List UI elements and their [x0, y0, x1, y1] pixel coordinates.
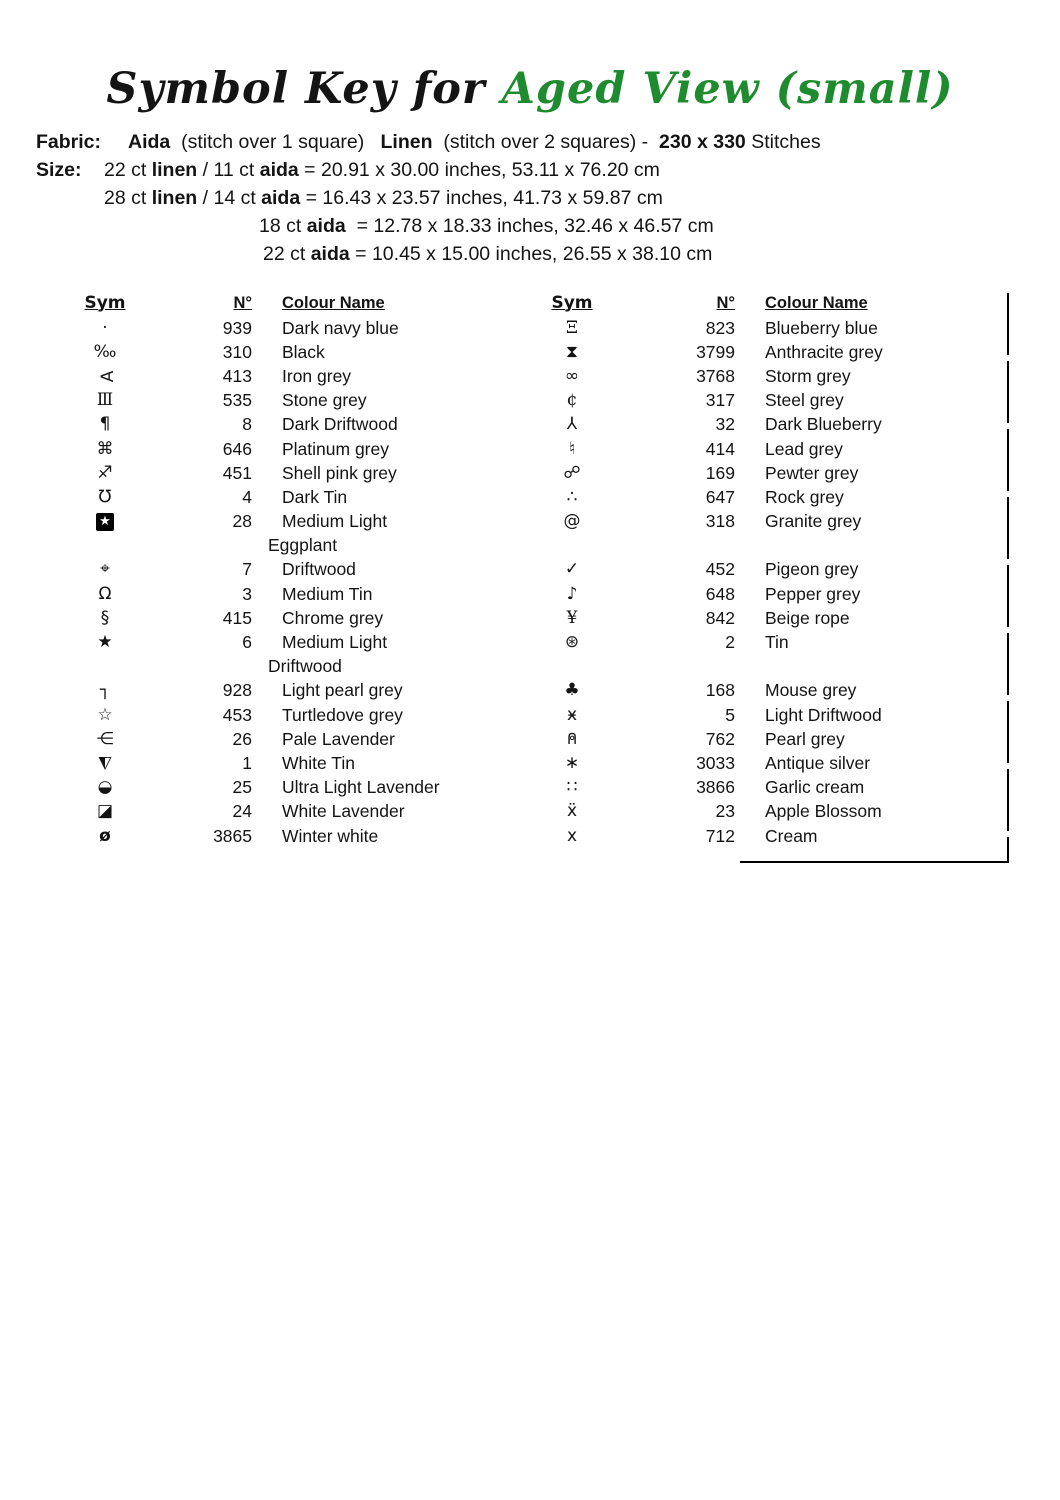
key-row: [60, 824, 492, 848]
colour-name-cell: White Lavender: [282, 801, 405, 822]
symbol-cell: [526, 365, 618, 386]
bold-text-segment: linen: [151, 159, 198, 181]
symbol-cell: [60, 392, 150, 409]
colour-name-cell: Ultra Light Lavender: [282, 777, 440, 798]
text-segment: Stitches: [745, 131, 821, 153]
number-cell: 712: [705, 825, 735, 846]
colour-name-cell: Lead grey: [765, 438, 843, 459]
number-cell: 535: [222, 390, 252, 411]
text-segment: 28 ct: [104, 187, 152, 209]
symbol-cell: [60, 728, 150, 749]
stitch-symbol: §: [100, 607, 110, 628]
key-row: [526, 316, 985, 340]
key-row: [60, 558, 492, 582]
stitch-symbol: ◭: [98, 753, 112, 774]
symbol-cell: [526, 728, 618, 749]
stitch-symbol: ẍ: [566, 801, 578, 822]
text-segment: 18 ct: [259, 215, 307, 237]
symbol-cell: [526, 682, 618, 699]
colour-name-cell: Medium Light: [282, 632, 388, 653]
key-row: [60, 582, 492, 606]
size-line: [104, 156, 714, 184]
bold-text-segment: linen: [151, 187, 198, 209]
symbol-cell: [526, 486, 618, 507]
stitch-symbol: ⊛: [564, 632, 580, 653]
number-cell: 3799: [696, 341, 735, 362]
key-row: [60, 413, 492, 437]
stitch-symbol: @: [563, 511, 581, 532]
stitch-symbol: ¢: [566, 390, 578, 411]
key-row: [60, 703, 492, 727]
key-row: [526, 364, 985, 388]
stitch-symbol: ◪: [96, 801, 114, 822]
number-cell: 318: [705, 511, 735, 532]
number-cell: 414: [705, 438, 735, 459]
key-column-left: [60, 290, 492, 848]
number-cell: 648: [705, 583, 735, 604]
colour-name-cell: Anthracite grey: [765, 341, 883, 362]
symbol-cell: [526, 583, 618, 604]
colour-name-cell: Dark navy blue: [282, 317, 399, 338]
stitch-symbol: Ξ: [566, 317, 578, 338]
bold-text-segment: aida: [261, 187, 301, 209]
symbol-cell: [60, 368, 150, 385]
colour-name-cell: Pale Lavender: [282, 728, 395, 749]
bold-text-segment: aida: [306, 215, 346, 237]
key-header-row: [526, 290, 985, 316]
number-cell: 169: [705, 462, 735, 483]
number-cell: 762: [705, 728, 735, 749]
stitch-symbol: ✓: [564, 559, 580, 580]
key-row: [60, 461, 492, 485]
number-cell: 317: [705, 390, 735, 411]
stitch-symbol: ♮: [568, 438, 576, 459]
text-segment: (stitch over 2 squares) -: [432, 131, 660, 153]
text-segment: / 14 ct: [197, 187, 262, 209]
key-row: [526, 510, 985, 534]
stitch-symbol: ♪: [566, 583, 578, 604]
key-row: [526, 558, 985, 582]
stitch-symbol: ø: [99, 825, 111, 846]
text-segment: = 16.43 x 23.57 inches, 41.73 x 59.87 cm: [300, 187, 663, 209]
colour-name-cell: Winter white: [282, 825, 379, 846]
symbol-cell: [526, 752, 618, 773]
colour-name-cell: Driftwood: [282, 559, 356, 580]
stitch-symbol: ⋲: [96, 728, 114, 749]
stitch-symbol: ☍: [563, 462, 581, 483]
colour-name-cell: Antique silver: [765, 752, 871, 773]
text-segment: = 12.78 x 18.33 inches, 32.46 x 46.57 cm: [345, 215, 714, 237]
stitch-symbol: ⧗: [566, 341, 578, 362]
table-bottom-border: [740, 861, 1008, 863]
key-row: [60, 389, 492, 413]
colour-name-cell: Shell pink grey: [282, 462, 397, 483]
number-cell: 1: [242, 752, 252, 773]
number-cell: 3: [242, 583, 252, 604]
symbol-cell: [60, 462, 150, 483]
colour-name-cell: Medium Light: [282, 511, 388, 532]
colour-name-cell: Mouse grey: [765, 680, 857, 701]
size-line: [259, 212, 714, 240]
key-row: [60, 485, 492, 509]
text-segment: = 20.91 x 30.00 inches, 53.11 x 76.20 cm: [298, 159, 660, 181]
symbol-cell: [60, 825, 150, 846]
key-row: [526, 751, 985, 775]
stitch-symbol: ⌖: [100, 559, 110, 580]
page-title-text: Symbol Key for: [106, 64, 502, 114]
symbol-cell: [60, 779, 150, 796]
symbol-cell: [526, 462, 618, 483]
text-segment: (stitch over 1 square): [170, 131, 381, 153]
symbol-cell: [526, 392, 618, 409]
stitch-symbol: ☆: [97, 704, 113, 725]
colour-name-cell: Tin: [765, 632, 789, 653]
symbol-cell: [526, 704, 618, 725]
colour-name-cell: Beige rope: [765, 607, 850, 628]
symbol-cell: [526, 825, 618, 846]
key-row: [526, 461, 985, 485]
colour-name-cell: Light pearl grey: [282, 680, 403, 701]
symbol-cell: [60, 438, 150, 459]
number-cell: 928: [222, 680, 252, 701]
key-row: [526, 703, 985, 727]
size-line: [263, 240, 714, 268]
number-cell: 646: [222, 438, 252, 459]
colour-name-cell: Eggplant: [268, 535, 338, 556]
stitch-symbol: ⅄: [566, 414, 578, 435]
key-row: [60, 679, 492, 703]
stitch-symbol: ┐: [99, 680, 111, 701]
number-cell: 310: [222, 341, 252, 362]
number-cell: 3033: [696, 752, 735, 773]
key-row: [60, 437, 492, 461]
key-row: [60, 316, 492, 340]
symbol-cell: [60, 341, 150, 362]
key-row: [526, 582, 985, 606]
stitch-symbol: ◒: [97, 777, 113, 798]
colour-name-cell: Dark Driftwood: [282, 414, 398, 435]
key-row: [526, 679, 985, 703]
key-row: [60, 606, 492, 630]
key-row: [60, 800, 492, 824]
colour-name-cell: Cream: [765, 825, 818, 846]
colour-name-cell: Garlic cream: [765, 777, 865, 798]
key-row: [60, 340, 492, 364]
text-segment: = 10.45 x 15.00 inches, 26.55 x 38.10 cm: [349, 243, 713, 265]
symbol-cell: [526, 513, 618, 530]
stitch-symbol: ¶: [99, 414, 111, 435]
number-cell: 453: [222, 704, 252, 725]
number-cell: 5: [725, 704, 735, 725]
colour-name-cell: Apple Blossom: [765, 801, 882, 822]
stitch-symbol: ∗: [564, 752, 580, 773]
table-right-border: [1007, 293, 1009, 863]
key-row: [526, 485, 985, 509]
colour-name-cell: Turtledove grey: [282, 704, 403, 725]
number-cell: 7: [242, 559, 252, 580]
colour-name-cell: Dark Blueberry: [765, 414, 882, 435]
key-row: [60, 751, 492, 775]
column-header-colour-name: Colour Name: [282, 293, 385, 312]
stitch-symbol: ¥: [566, 607, 578, 628]
fabric-info: [36, 128, 821, 156]
key-row: [526, 437, 985, 461]
symbol-cell: [60, 634, 150, 651]
key-header-row: [60, 290, 492, 316]
size-lines: [104, 156, 714, 268]
number-cell: 647: [705, 486, 735, 507]
colour-name-cell: Pepper grey: [765, 583, 861, 604]
colour-name-cell: Storm grey: [765, 365, 851, 386]
key-row: [60, 655, 492, 679]
number-cell: 32: [715, 414, 735, 435]
symbol-cell: [60, 607, 150, 628]
column-header-number: N°: [716, 293, 735, 312]
stitch-symbol: ★: [97, 632, 113, 653]
stitch-symbol: ℧: [98, 486, 112, 507]
colour-name-cell: Medium Tin: [282, 583, 373, 604]
stitch-symbol: ∴: [566, 486, 578, 507]
number-cell: 823: [705, 317, 735, 338]
key-row: [60, 534, 492, 558]
stitch-symbol: Ⅲ: [96, 390, 114, 411]
colour-name-cell: Iron grey: [282, 365, 352, 386]
colour-name-cell: Platinum grey: [282, 438, 389, 459]
colour-name-cell: Stone grey: [282, 390, 367, 411]
symbol-cell: [60, 803, 150, 820]
stitch-symbol: ⌘: [96, 438, 114, 459]
fabric-text: [104, 128, 821, 156]
key-row: [60, 510, 492, 534]
stitch-symbol: ★: [96, 513, 114, 531]
key-column-right: [526, 290, 985, 848]
number-cell: 842: [705, 607, 735, 628]
key-row: [60, 727, 492, 751]
symbol-cell: [60, 583, 150, 604]
stitch-symbol: x: [566, 825, 578, 846]
stitch-symbol: ·: [102, 317, 108, 338]
size-info: [36, 156, 714, 268]
symbol-cell: [60, 317, 150, 338]
symbol-cell: [60, 512, 150, 531]
number-cell: 26: [232, 728, 252, 749]
key-row: [526, 800, 985, 824]
column-header-sym: Sym: [551, 292, 593, 313]
stitch-symbol: Ω: [98, 583, 112, 604]
colour-name-cell: Blueberry blue: [765, 317, 878, 338]
stitch-symbol: ∀: [95, 370, 116, 383]
number-cell: 939: [222, 317, 252, 338]
symbol-cell: [526, 561, 618, 578]
key-row: [526, 389, 985, 413]
key-row: [526, 413, 985, 437]
key-row: [526, 630, 985, 654]
bold-text-segment: Linen: [380, 131, 433, 153]
number-cell: 4: [242, 486, 252, 507]
key-row: [60, 630, 492, 654]
number-cell: 3865: [213, 825, 252, 846]
key-spacer-row: [526, 534, 985, 558]
key-row: [526, 606, 985, 630]
symbol-cell: [526, 341, 618, 362]
key-row: [526, 340, 985, 364]
symbol-cell: [526, 779, 618, 796]
colour-name-cell: Light Driftwood: [765, 704, 882, 725]
bold-text-segment: Aida: [128, 131, 171, 153]
bold-text-segment: aida: [259, 159, 299, 181]
size-label: Size:: [36, 159, 82, 181]
symbol-cell: [526, 803, 618, 820]
number-cell: 6: [242, 632, 252, 653]
symbol-key-table: [0, 290, 1060, 890]
page-title-accent: Aged View (small): [501, 64, 954, 114]
number-cell: 8: [242, 414, 252, 435]
key-spacer-row: [526, 655, 985, 679]
number-cell: 23: [715, 801, 735, 822]
column-header-colour-name: Colour Name: [765, 293, 868, 312]
symbol-cell: [526, 634, 618, 651]
number-cell: 25: [232, 777, 252, 798]
key-row: [526, 727, 985, 751]
stitch-symbol: ♣: [564, 680, 580, 701]
symbol-cell: [60, 755, 150, 772]
key-row: [526, 824, 985, 848]
number-cell: 415: [222, 607, 252, 628]
number-cell: 3768: [696, 365, 735, 386]
number-cell: 24: [232, 801, 252, 822]
text-segment: 22 ct: [263, 243, 311, 265]
text-segment: 22 ct: [104, 159, 152, 181]
bold-text-segment: aida: [310, 243, 350, 265]
colour-name-cell: Dark Tin: [282, 486, 348, 507]
number-cell: 451: [222, 462, 252, 483]
column-header-sym: Sym: [84, 292, 126, 313]
number-cell: 168: [705, 680, 735, 701]
size-line: [104, 184, 714, 212]
colour-name-cell: Pigeon grey: [765, 559, 859, 580]
symbol-cell: [526, 607, 618, 628]
symbol-cell: [526, 317, 618, 338]
stitch-symbol: ∞: [564, 365, 580, 386]
number-cell: 452: [705, 559, 735, 580]
stitch-symbol: ӿ: [566, 704, 578, 725]
stitch-symbol: ♐: [97, 462, 113, 483]
page-title: [0, 64, 1060, 114]
number-cell: 3866: [696, 777, 735, 798]
key-row: [60, 776, 492, 800]
colour-name-cell: White Tin: [282, 752, 355, 773]
stitch-symbol: ∷: [566, 777, 578, 798]
colour-name-cell: Rock grey: [765, 486, 844, 507]
column-header-number: N°: [233, 293, 252, 312]
symbol-cell: [60, 416, 150, 433]
colour-name-cell: Pewter grey: [765, 462, 859, 483]
symbol-cell: [526, 416, 618, 433]
symbol-cell: [60, 704, 150, 725]
symbol-cell: [526, 438, 618, 459]
symbol-cell: [60, 486, 150, 507]
colour-name-cell: Black: [282, 341, 325, 362]
bold-text-segment: 230 x 330: [659, 131, 746, 153]
number-cell: 28: [232, 511, 252, 532]
symbol-cell: [60, 682, 150, 699]
stitch-symbol: ‰: [93, 341, 117, 362]
stitch-symbol: ⍝: [566, 728, 578, 749]
text-segment: / 11 ct: [197, 159, 260, 181]
key-row: [60, 364, 492, 388]
colour-name-cell: Driftwood: [268, 656, 342, 677]
symbol-cell: [60, 561, 150, 578]
number-cell: 413: [222, 365, 252, 386]
colour-name-cell: Chrome grey: [282, 607, 384, 628]
key-row: [526, 776, 985, 800]
number-cell: 2: [725, 632, 735, 653]
colour-name-cell: Steel grey: [765, 390, 844, 411]
colour-name-cell: Pearl grey: [765, 728, 845, 749]
colour-name-cell: Granite grey: [765, 511, 862, 532]
fabric-label: Fabric:: [36, 131, 102, 153]
